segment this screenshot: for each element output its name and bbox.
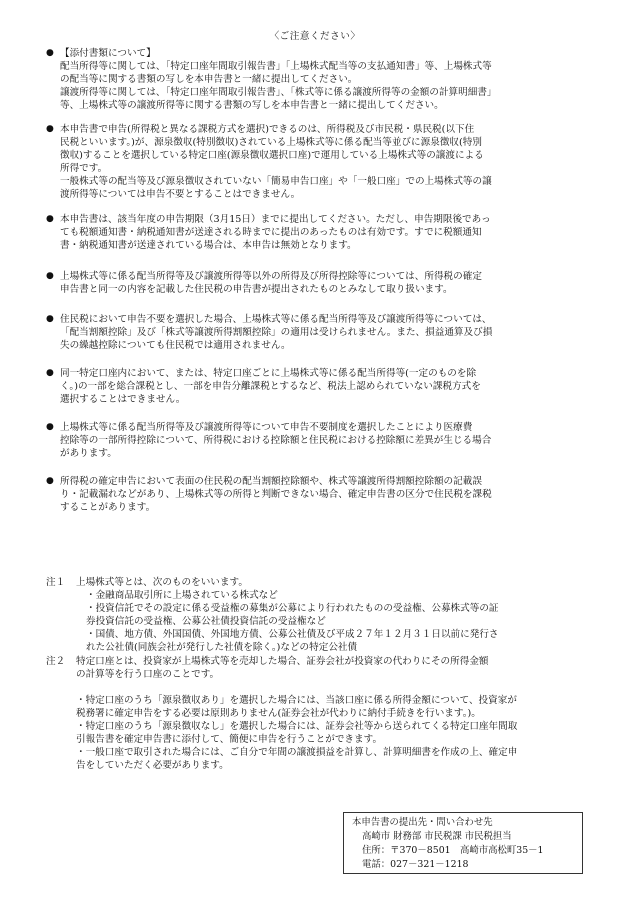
- note-item: 引報告書を確定申告書に添付して、簡便に申告を行うことができます。: [76, 734, 383, 745]
- section-line: 渡所得等については申告不要とすることはできません。: [60, 189, 301, 200]
- section-line: があります。: [60, 448, 117, 459]
- section-line: 申告書と同一の内容を記載した住民税の申告書が提出されたものとみなして取り扱います。: [60, 284, 453, 295]
- section-medical-deduction: [46, 421, 586, 460]
- section-line: り・記載漏れなどがあり、上場株式等の所得と判断できない場合、確定申告書の区分で住民税を課税: [60, 489, 492, 500]
- section-line: ても税額通知書・納税通知書が送達される時までに提出のあったものは有効です。すでに税額通知: [60, 227, 482, 238]
- bullet-icon: ●: [46, 271, 54, 281]
- section-line: く。)の一部を総合課税とし、一部を申告分離課税とするなど、税法上認められていない課税方式を: [60, 381, 481, 392]
- note-item: ・一般口座で取引された場合には、ご自分で年間の譲渡損益を計算し、計算明細書を作成の上、確定申: [76, 747, 518, 758]
- bullet-icon: ●: [46, 48, 54, 58]
- section-entry-errors: [46, 475, 586, 514]
- note-intro: の計算等を行う口座のことです。: [76, 669, 220, 680]
- section-line: 「配当割額控除」及び「株式等譲渡所得割額控除」の適用は受けられません。また、損益通算及び損: [60, 327, 493, 338]
- section-line: 選択することはできません。: [60, 394, 186, 405]
- section-line: 所得税の確定申告において表面の住民税の配当割額控除額や、株式等譲渡所得割額控除額の記載誤: [60, 476, 482, 487]
- section-deadline: [46, 213, 586, 252]
- bullet-icon: ●: [46, 314, 54, 324]
- note-item: 告をしていただく必要があります。: [76, 760, 229, 771]
- bullet-icon: ●: [46, 476, 54, 486]
- note-item: ・金融商品取引所に上場されている株式など: [86, 590, 278, 601]
- bullet-icon: ●: [46, 214, 54, 224]
- section-line: 徴収)することを選択している特定口座(源泉徴収選択口座)で運用している上場株式等の譲渡による: [60, 150, 484, 161]
- section-line: 本申告書は、該当年度の申告期限（3月15日）までに提出してください。ただし、申告期限後であっ: [60, 214, 491, 225]
- section-heading: 【添付書類について】: [60, 48, 156, 59]
- section-line: 控除等の一部所得控除について、所得税における控除額と住民税における控除額に差異が生じる場合: [60, 435, 492, 446]
- contact-box: [343, 812, 583, 874]
- note-2: [46, 655, 591, 772]
- section-filing-scope: [46, 123, 586, 201]
- section-line: 上場株式等に係る配当所得等及び譲渡所得等について申告不要制度を選択したことにより医療費: [60, 422, 473, 433]
- note-intro: 特定口座とは、投資家が上場株式等を売却した場合、証券会社が投資家の代わりにその所得金額: [76, 656, 489, 667]
- contact-office: 高崎市 財務部 市民税課 市民税担当: [362, 831, 512, 842]
- section-line: 書・納税通知書が送達されている場合は、本申告は無効となります。: [60, 240, 357, 251]
- section-line: の配当等に関する書類の写しを本申告書と一緒に提出してください。: [60, 74, 358, 85]
- section-attachments: [46, 47, 586, 112]
- section-line: 本申告書で申告(所得税と異なる課税方式を選択)できるのは、所得税及び市民税・県民税(以下住: [60, 124, 475, 135]
- section-same-account: [46, 367, 586, 406]
- section-line: 等、上場株式等の譲渡所得等に関する書類の写しを本申告書と一緒に提出してください。: [60, 100, 444, 111]
- section-line: することがあります。: [60, 502, 156, 513]
- section-line: 同一特定口座内において、または、特定口座ごとに上場株式等に係る配当所得等(一定のものを除: [60, 368, 477, 379]
- section-other-income: [46, 270, 586, 296]
- note-label: 注１: [46, 577, 66, 588]
- bullet-icon: ●: [46, 422, 54, 432]
- note-item: ・国債、地方債、外国国債、外国地方債、公募公社債及び平成２７年１２月３１日以前に発行さ: [86, 629, 499, 640]
- section-line: 一般株式等の配当等及び源泉徴収されていない「簡易申告口座」や「一般口座」での上場株式等の譲: [60, 176, 492, 187]
- bullet-icon: ●: [46, 124, 54, 134]
- contact-address: 住所：〒370－8501 高崎市高松町35－1: [362, 845, 544, 856]
- section-line: 民税といいます。)が、源泉徴収(特別徴収)されている上場株式等に係る配当等並びに源泉徴収(特別: [60, 137, 482, 148]
- note-item: ・特定口座のうち「源泉徴収なし」を選択した場合には、証券会社等から送られてくる特定口座年間取: [76, 721, 518, 732]
- note-item: 税務署に確定申告をする必要は原則ありません(証券会社が代わりに納付手続きを行います。)。: [76, 708, 481, 719]
- section-line: 所得です。: [60, 163, 108, 174]
- page-title: 〈ご注意ください〉: [269, 31, 361, 42]
- contact-phone: 電話：027－321－1218: [362, 859, 469, 870]
- section-line: 譲渡所得等に関しては、「特定口座年間取引報告書」、「株式等に係る譲渡所得等の金額の計算明細書」: [60, 87, 497, 98]
- contact-heading: 本申告書の提出先・問い合わせ先: [352, 817, 493, 828]
- note-item: れた公社債(同族会社が発行した社債を除く。)などの特定公社債: [86, 642, 358, 653]
- note-label: 注２: [46, 656, 66, 667]
- note-item: ・投資信託でその設定に係る受益権の募集が公募により行われたものの受益権、公募株式等の証: [86, 603, 499, 614]
- section-line: 失の繰越控除についても住民税では適用されません。: [60, 340, 291, 351]
- note-intro: 上場株式等とは、次のものをいいます。: [76, 577, 248, 588]
- section-no-filing: [46, 313, 586, 352]
- section-line: 住民税において申告不要を選択した場合、上場株式等に係る配当所得等及び譲渡所得等については、: [60, 314, 492, 325]
- note-item: ・特定口座のうち「源泉徴収あり」を選択した場合には、当該口座に係る所得金額について、投資家が: [76, 695, 517, 706]
- bullet-icon: ●: [46, 368, 54, 378]
- section-line: 配当所得等に関しては、「特定口座年間取引報告書」「上場株式配当等の支払通知書」等、上場株式等: [60, 61, 492, 72]
- note-1: [46, 576, 591, 654]
- section-line: 上場株式等に係る配当所得等及び譲渡所得等以外の所得及び所得控除等については、所得税の確定: [60, 271, 482, 282]
- note-item: 券投資信託の受益権、公募公社債投資信託の受益権など: [86, 616, 326, 627]
